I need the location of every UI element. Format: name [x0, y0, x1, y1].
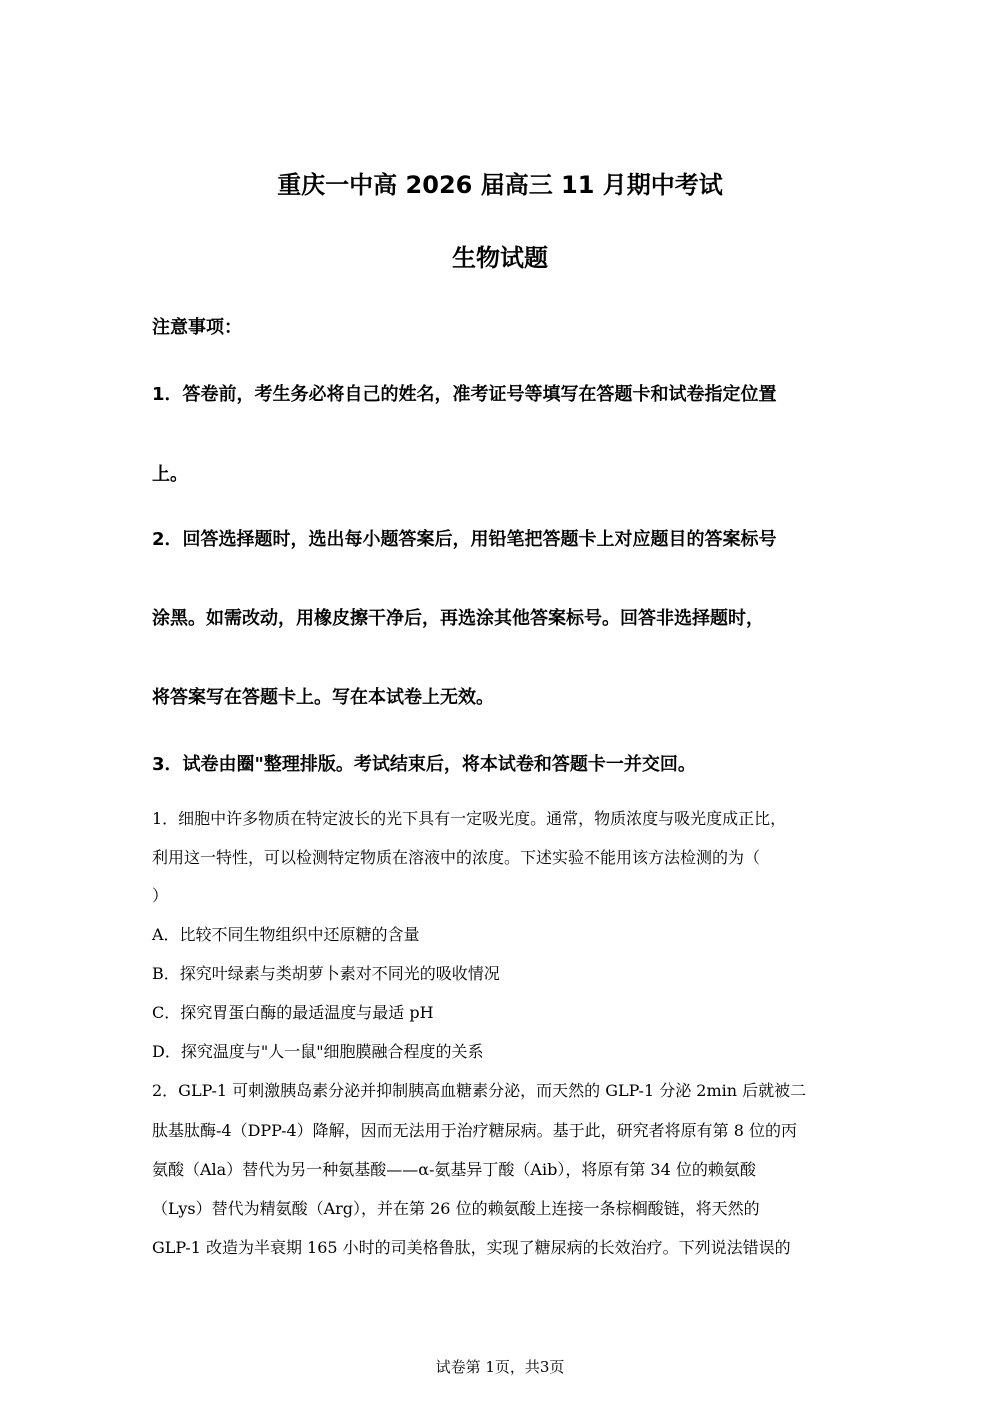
question-text: （Lys）替代为精氨酸（Arg），并在第 26 位的赖氨酸上连接一条棕榈酸链，将天然的	[152, 1199, 760, 1218]
question-text: 1．细胞中许多物质在特定波长的光下具有一定吸光度。通常，物质浓度与吸光度成正比，	[152, 809, 787, 828]
notice-line: 1．答卷前，考生务必将自己的姓名，准考证号等填写在答题卡和试卷指定位置	[152, 384, 777, 405]
page-footer: 试卷第 1页，共3页	[435, 1358, 565, 1376]
question-text: 氨酸（Ala）替代为另一种氨基酸——α-氨基异丁酸（Aib），将原有第 34 位的赖氨酸	[152, 1160, 756, 1179]
option-a: A．比较不同生物组织中还原糖的含量	[152, 925, 420, 944]
notice-line: 3．试卷由圈"整理排版。考试结束后，将本试卷和答题卡一并交回。	[152, 754, 696, 775]
notice-line: 上。	[152, 464, 188, 485]
exam-subtitle: 生物试题	[452, 244, 548, 272]
exam-title: 重庆一中高 2026 届高三 11 月期中考试	[277, 171, 723, 199]
notice-line: 涂黑。如需改动，用橡皮擦干净后，再选涂其他答案标号。回答非选择题时，	[152, 608, 764, 629]
notice-line: 将答案写在答题卡上。写在本试卷上无效。	[152, 687, 494, 708]
question-text: 利用这一特性，可以检测特定物质在溶液中的浓度。下述实验不能用该方法检测的为（	[152, 848, 761, 867]
notice-line: 2．回答选择题时，选出每小题答案后，用铅笔把答题卡上对应题目的答案标号	[152, 529, 777, 550]
question-text: ）	[152, 886, 169, 905]
option-d: D．探究温度与"人一鼠"细胞膜融合程度的关系	[152, 1042, 484, 1061]
option-c: C．探究胃蛋白酶的最适温度与最适 pH	[152, 1003, 434, 1022]
question-text: GLP-1 改造为半衰期 165 小时的司美格鲁肽，实现了糖尿病的长效治疗。下列说法错误的	[152, 1238, 791, 1257]
notice-heading: 注意事项：	[152, 317, 242, 338]
option-b: B．探究叶绿素与类胡萝卜素对不同光的吸收情况	[152, 964, 500, 983]
question-text: 肽基肽酶-4（DPP-4）降解，因而无法用于治疗糖尿病。基于此，研究者将原有第 8 位的丙	[152, 1121, 798, 1140]
question-text: 2．GLP-1 可刺激胰岛素分泌并抑制胰高血糖素分泌，而天然的 GLP-1 分泌 2min 后就被二	[152, 1081, 807, 1100]
